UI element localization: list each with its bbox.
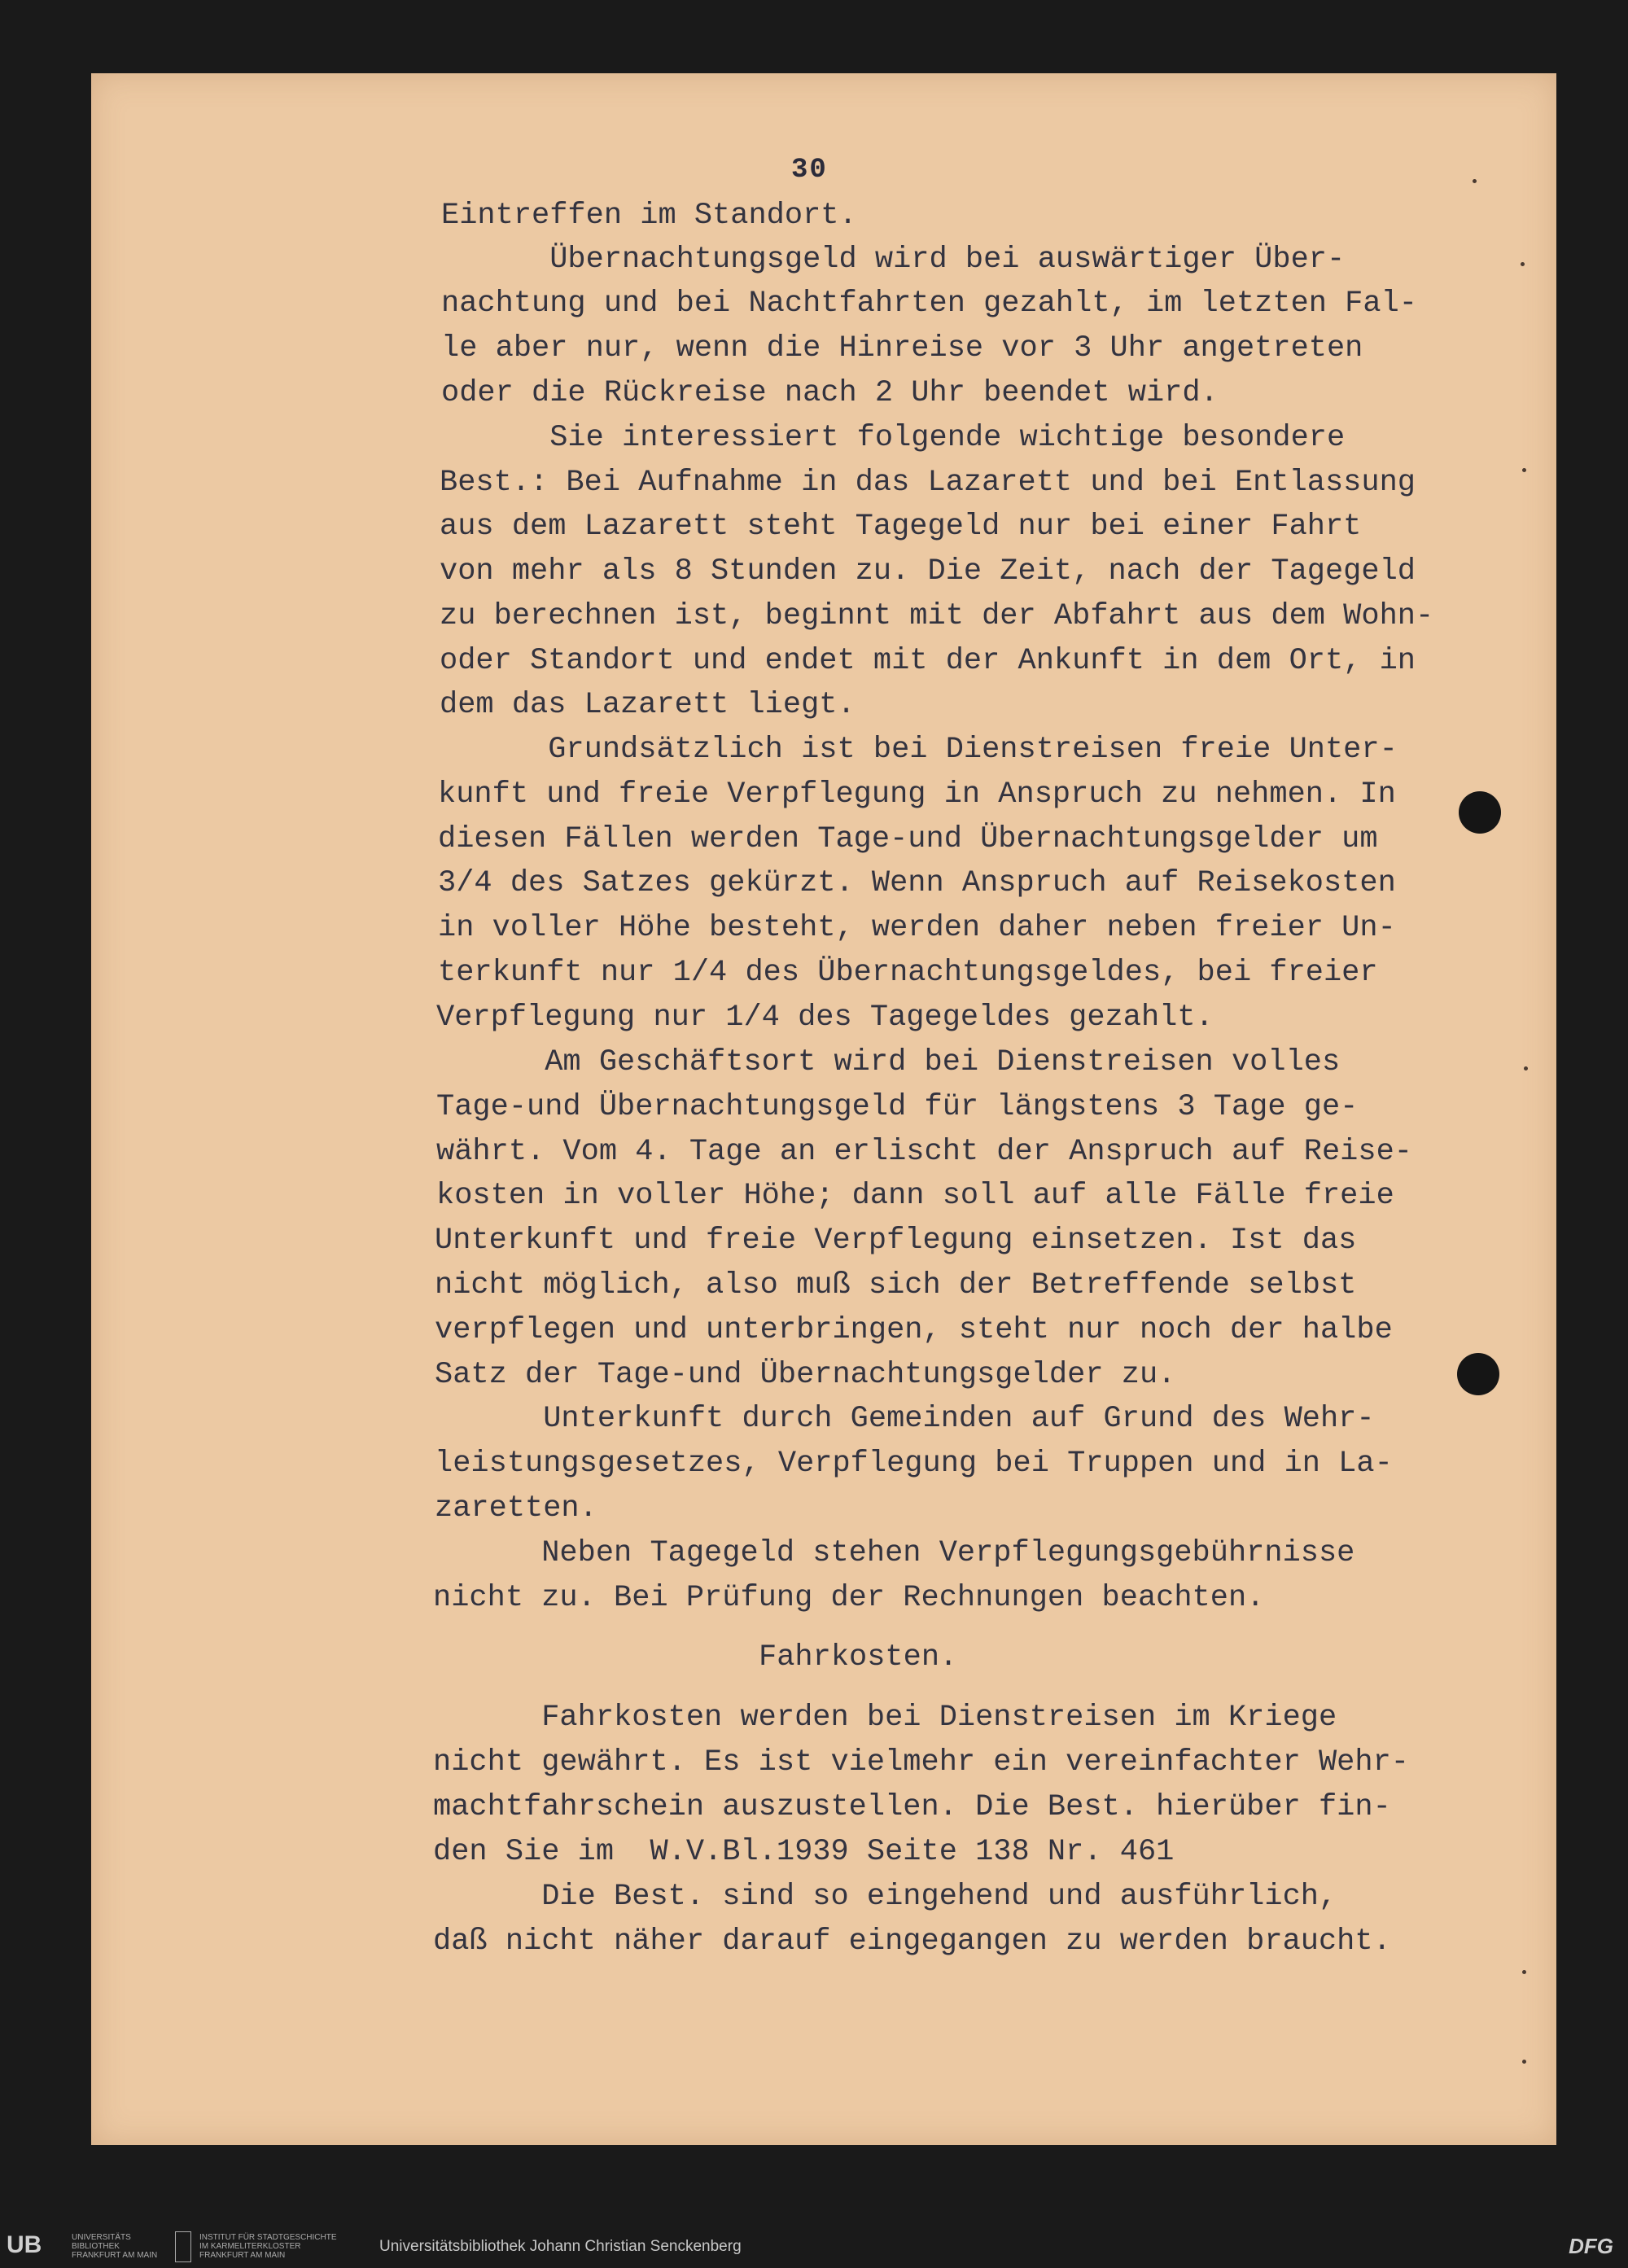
text-line: Übernachtungsgeld wird bei auswärtiger Über- [441, 243, 1346, 277]
paper-speck [1521, 262, 1525, 266]
text-line: terkunft nur 1/4 des Übernachtungsgeldes, bei freier [438, 956, 1378, 990]
ub-logo-text: UNIVERSITÄTS BIBLIOTHEK FRANKFURT AM MAIN [72, 2233, 158, 2260]
text-line: Satz der Tage-und Übernachtungsgelder zu. [435, 1358, 1176, 1392]
text-line: nicht zu. Bei Prüfung der Rechnungen beachten. [433, 1581, 1265, 1615]
text-line: kunft und freie Verpflegung in Anspruch zu nehmen. In [438, 777, 1396, 812]
text-line: Am Geschäftsort wird bei Dienstreisen volles [436, 1045, 1341, 1079]
text-line: Die Best. sind so eingehend und ausführlich, [433, 1880, 1337, 1914]
text-line: verpflegen und unterbringen, steht nur noch der halbe [435, 1313, 1393, 1347]
text-line: Unterkunft und freie Verpflegung einsetzen. Ist das [435, 1224, 1357, 1258]
text-line: Eintreffen im Standort. [441, 199, 857, 233]
text-line: Best.: Bei Aufnahme in das Lazarett und bei Entlassung [440, 466, 1416, 500]
footer-bar [0, 2226, 1628, 2268]
text-line: oder die Rückreise nach 2 Uhr beendet wird. [441, 376, 1219, 410]
punch-hole-top [1459, 791, 1501, 834]
text-line: nicht gewährt. Es ist vielmehr ein vereinfachter Wehr- [433, 1745, 1409, 1780]
page-number: 30 [791, 155, 828, 186]
paper-speck [1522, 2060, 1526, 2064]
punch-hole-bottom [1457, 1353, 1499, 1395]
text-line: in voller Höhe besteht, werden daher neben freier Un- [438, 911, 1396, 945]
paper-speck [1473, 179, 1477, 183]
text-line: diesen Fällen werden Tage-und Übernachtungsgelder um [438, 822, 1378, 856]
text-line: nachtung und bei Nachtfahrten gezahlt, im letzten Fal- [441, 287, 1417, 321]
text-line: aus dem Lazarett steht Tagegeld nur bei einer Fahrt [440, 510, 1362, 544]
text-line: Grundsätzlich ist bei Dienstreisen freie Unter- [440, 733, 1398, 767]
document-page [91, 73, 1556, 2145]
text-line: leistungsgesetzes, Verpflegung bei Truppen und in La- [435, 1447, 1393, 1481]
text-line: oder Standort und endet mit der Ankunft in dem Ort, in [440, 644, 1416, 678]
paper-speck [1522, 468, 1526, 472]
text-line: Verpflegung nur 1/4 des Tagegeldes gezahlt. [436, 1000, 1214, 1035]
text-line: von mehr als 8 Stunden zu. Die Zeit, nach der Tagegeld [440, 554, 1416, 589]
text-line: le aber nur, wenn die Hinreise vor 3 Uhr angetreten [441, 331, 1363, 366]
text-line: nicht möglich, also muß sich der Betreffende selbst [435, 1268, 1357, 1303]
text-line: Neben Tagegeld stehen Verpflegungsgebührnisse [433, 1536, 1355, 1570]
paper-speck [1522, 1970, 1526, 1974]
text-line: dem das Lazarett liegt. [440, 688, 856, 722]
library-name: Universitätsbibliothek Johann Christian Senckenberg [379, 2238, 742, 2255]
text-line: währt. Vom 4. Tage an erlischt der Anspruch auf Reise- [436, 1135, 1412, 1169]
text-line: 3/4 des Satzes gekürzt. Wenn Anspruch auf Reisekosten [438, 866, 1396, 900]
dfg-logo: DFG [1569, 2234, 1613, 2258]
text-line: daß nicht näher darauf eingegangen zu werden braucht. [433, 1924, 1391, 1959]
text-line: Sie interessiert folgende wichtige besondere [441, 421, 1346, 455]
text-line: kosten in voller Höhe; dann soll auf alle Fälle freie [436, 1179, 1394, 1213]
ub-logo: UB [7, 2231, 42, 2258]
paper-speck [1524, 1066, 1528, 1071]
text-line: zaretten. [435, 1491, 597, 1526]
text-line: zu berechnen ist, beginnt mit der Abfahrt aus dem Wohn- [440, 599, 1434, 633]
institute-logo-icon [175, 2231, 191, 2262]
text-line: Unterkunft durch Gemeinden auf Grund des Wehr- [435, 1402, 1375, 1436]
text-line: den Sie im W.V.Bl.1939 Seite 138 Nr. 461 [433, 1835, 1175, 1869]
text-line: Tage-und Übernachtungsgeld für längstens 3 Tage ge- [436, 1090, 1359, 1124]
text-line: Fahrkosten werden bei Dienstreisen im Kriege [433, 1701, 1337, 1735]
institute-logo-text: INSTITUT FÜR STADTGESCHICHTE IM KARMELITERKLOSTER FRANKFURT AM MAIN [199, 2233, 337, 2260]
text-line: machtfahrschein auszustellen. Die Best. hierüber fin- [433, 1790, 1391, 1824]
section-heading: Fahrkosten. [759, 1640, 958, 1675]
